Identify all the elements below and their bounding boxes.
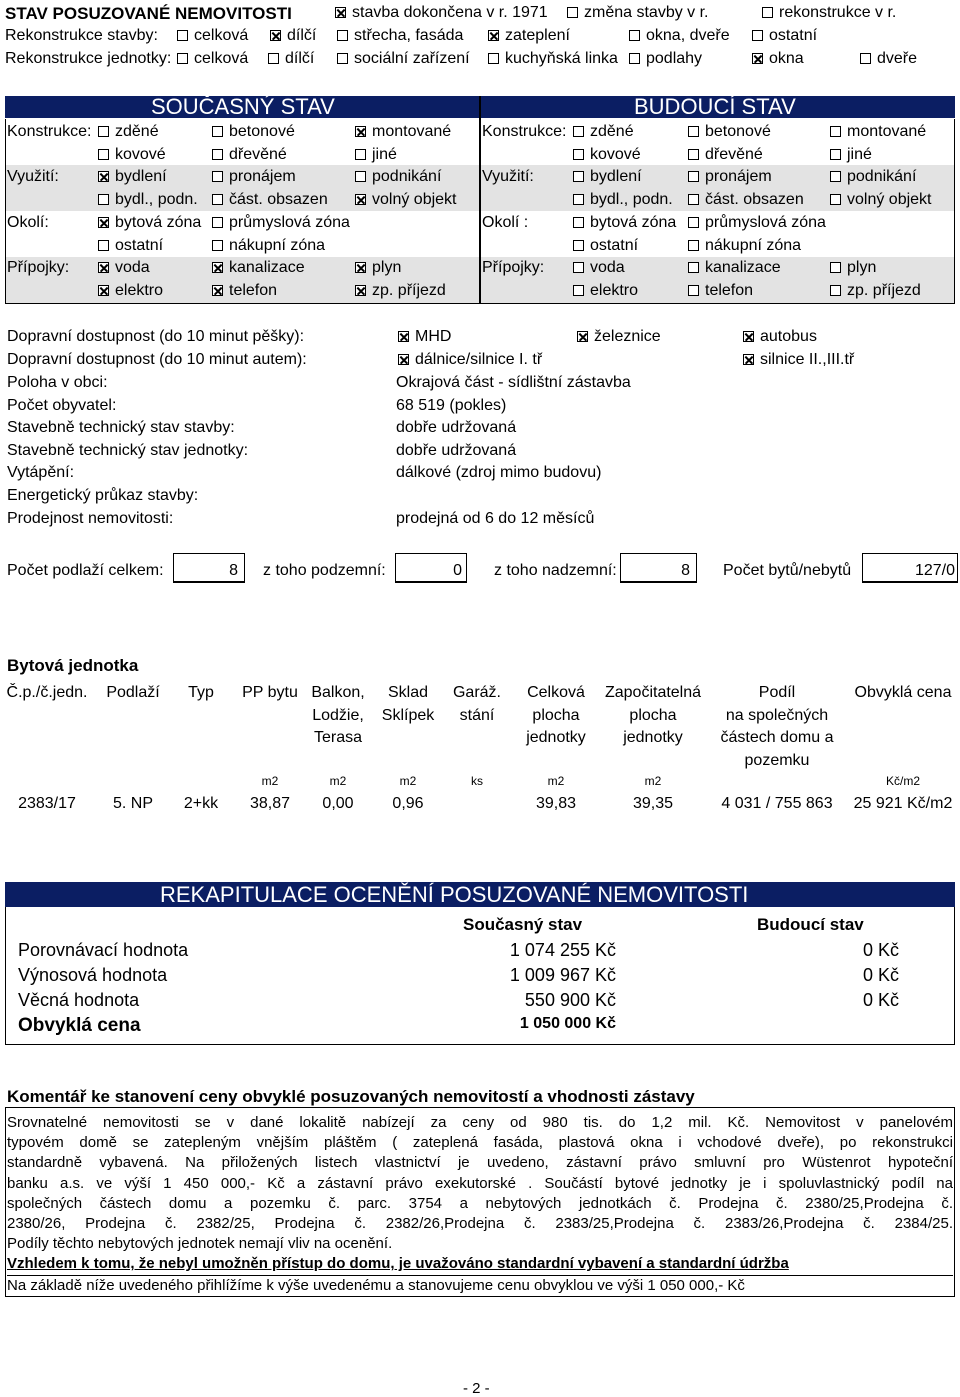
empty-box-icon xyxy=(688,240,699,251)
empty-box-icon xyxy=(98,194,109,205)
future-konstrukce-option: jiné xyxy=(830,147,872,163)
empty-box-icon xyxy=(212,171,223,182)
future-pripojky-option: plyn xyxy=(830,260,876,276)
future-konstrukce-option: zděné xyxy=(573,124,634,140)
empty-box-icon xyxy=(98,149,109,160)
obvykla-label: Obvyklá cena xyxy=(18,1015,141,1036)
column-header: Sklípek xyxy=(381,706,435,724)
column-header: stání xyxy=(459,706,495,724)
checked-box-icon xyxy=(355,126,366,137)
pesky-option: železnice xyxy=(577,329,661,345)
info-label: Stavebně technický stav stavby: xyxy=(7,419,235,437)
rekap-row-label: Výnosová hodnota xyxy=(18,964,168,985)
future-konstrukce-option: betonové xyxy=(688,124,771,140)
empty-box-icon xyxy=(688,126,699,137)
current-okoli-option: nákupní zóna xyxy=(212,238,325,254)
current-vyuziti-option: bydlení xyxy=(98,169,167,185)
rekap-row-label: Porovnávací hodnota xyxy=(18,940,189,960)
future-pripojky-label: Přípojky: xyxy=(482,259,545,276)
empty-box-icon xyxy=(688,285,699,296)
checked-box-icon xyxy=(743,331,754,342)
cell-zapocitatelna: 39,35 xyxy=(632,795,674,812)
empty-box-icon xyxy=(177,30,188,41)
empty-box-icon xyxy=(337,53,348,64)
checked-box-icon xyxy=(98,262,109,273)
cell-balkon: 0,00 xyxy=(322,795,354,812)
cell-celkova: 39,83 xyxy=(535,795,577,812)
checked-box-icon xyxy=(212,262,223,273)
info-label: Prodejnost nemovitosti: xyxy=(7,509,174,527)
empty-box-icon xyxy=(830,194,841,205)
current-konstrukce-option: montované xyxy=(355,124,451,140)
column-header: na společných xyxy=(725,706,829,724)
page-number: - 2 - xyxy=(463,1380,490,1397)
komentar-line: společných částech domu a pozemku č. parc. 3754 a nebytových jednotkách č. Prodejna č. 2380/25,Prodejna č. xyxy=(7,1194,953,1212)
future-okoli-option: průmyslová zóna xyxy=(688,215,826,231)
komentar-line: standardně vybavená. Na přiložených listech vlastnictví je uvedeno, zástavní právo smluvní pro Wüstenrot hypoteční xyxy=(7,1154,953,1172)
checked-box-icon xyxy=(98,171,109,182)
current-okoli-option: ostatní xyxy=(98,238,163,254)
column-header: Garáž. xyxy=(452,684,501,701)
info-value: dobře udržovaná xyxy=(396,419,517,437)
autem-option: dálnice/silnice I. tř xyxy=(398,352,542,368)
future-konstrukce-option: montované xyxy=(830,124,926,140)
current-vyuziti-option: část. obsazen xyxy=(212,192,328,208)
cell-pp: 38,87 xyxy=(249,795,291,812)
column-header: Započitatelná xyxy=(604,684,702,701)
future-vyuziti-option: bydl., podn. xyxy=(573,192,673,208)
nadzemni-label: z toho nadzemní: xyxy=(494,562,617,579)
empty-box-icon xyxy=(830,171,841,182)
komentar-final-line: Na základě níže uvedeného přihlížíme k výše uvedenému a stanovujeme cenu obvyklou ve výši 1 050 000,- Kč xyxy=(7,1275,953,1296)
unit-label: m2 xyxy=(329,774,347,788)
empty-box-icon xyxy=(573,262,584,273)
column-header: pozemku xyxy=(744,751,810,769)
empty-box-icon xyxy=(573,194,584,205)
current-vyuziti-option: volný objekt xyxy=(355,192,457,208)
rekap-row-label: Věcná hodnota xyxy=(18,989,140,1010)
rekap-row-current: 1 009 967 Kč xyxy=(509,964,616,985)
autem-option: silnice II.,III.tř xyxy=(743,352,854,368)
empty-box-icon xyxy=(212,240,223,251)
obvykla-value: 1 050 000 Kč xyxy=(519,1015,616,1032)
rekap-title: REKAPITULACE OCENĚNÍ POSUZOVANÉ NEMOVITOSTI xyxy=(160,882,749,907)
future-vyuziti-option: volný objekt xyxy=(830,192,932,208)
checked-box-icon xyxy=(212,285,223,296)
empty-box-icon xyxy=(268,53,279,64)
info-label: Stavebně technický stav jednotky: xyxy=(7,441,249,459)
unit-label: m2 xyxy=(399,774,417,788)
empty-box-icon xyxy=(488,53,499,64)
rek-stavby-option: dílčí xyxy=(270,28,316,44)
current-vyuziti-option: pronájem xyxy=(212,169,296,185)
column-header: jednotky xyxy=(623,729,683,746)
byty-label: Počet bytů/nebytů xyxy=(723,562,852,579)
rek-stavby-option: zateplení xyxy=(488,28,570,44)
info-label: Počet obyvatel: xyxy=(7,396,117,414)
checked-box-icon xyxy=(98,217,109,228)
empty-box-icon xyxy=(573,149,584,160)
podzemni-label: z toho podzemní: xyxy=(263,562,386,579)
current-vyuziti-option: bydl., podn. xyxy=(98,192,198,208)
cell-typ: 2+kk xyxy=(183,795,219,812)
komentar-underline-line: Vzhledem k tomu, že nebyl umožněn přístup do domu, je uvažováno standardní vybavení a standardní údržba xyxy=(7,1255,789,1273)
rek-jednotky-option: celková xyxy=(177,51,248,67)
future-vyuziti-option: pronájem xyxy=(688,169,772,185)
rek-stavby-option: ostatní xyxy=(752,28,817,44)
empty-box-icon xyxy=(830,126,841,137)
unit-label: m2 xyxy=(261,774,279,788)
future-vyuziti-option: část. obsazen xyxy=(688,192,804,208)
unit-label: m2 xyxy=(547,774,565,788)
empty-box-icon xyxy=(688,194,699,205)
info-label: Energetický průkaz stavby: xyxy=(7,487,199,504)
autem-label: Dopravní dostupnost (do 10 minut autem): xyxy=(7,351,307,368)
cell-obvykla: 25 921 Kč/m2 xyxy=(853,795,953,812)
empty-box-icon xyxy=(573,240,584,251)
empty-box-icon xyxy=(830,285,841,296)
checked-box-icon xyxy=(355,285,366,296)
empty-box-icon xyxy=(212,217,223,228)
pesky-option: MHD xyxy=(398,329,451,345)
current-vyuziti-option: podnikání xyxy=(355,169,441,185)
rek-jednotky-option: sociální zařízení xyxy=(337,51,470,67)
checked-box-icon xyxy=(270,30,281,41)
column-header: plocha xyxy=(532,706,580,724)
info-label: Poloha v obci: xyxy=(7,374,108,391)
column-header: Podlaží xyxy=(106,684,160,701)
column-header: Podíl xyxy=(758,684,796,701)
rekap-row-future: 0 Kč xyxy=(862,989,899,1010)
current-pripojky-label: Přípojky: xyxy=(7,259,70,276)
future-konstrukce-option: dřevěné xyxy=(688,147,763,163)
empty-box-icon xyxy=(355,149,366,160)
current-vyuziti-label: Využití: xyxy=(7,168,59,185)
cell-cp: 2383/17 xyxy=(18,795,76,812)
rekap-bar xyxy=(5,882,955,907)
cell-podil: 4 031 / 755 863 xyxy=(721,795,833,812)
column-header: Č.p./č.jedn. xyxy=(6,684,88,701)
info-label: Vytápění: xyxy=(7,464,75,482)
komentar-line: typovém domě se zatepleným vnějším pláštěm ( zateplená fasáda, plastová okna i vchodové dveře), po rekonstrukci xyxy=(7,1134,953,1152)
rek-jednotky-option: podlahy xyxy=(629,51,702,67)
checked-box-icon xyxy=(577,331,588,342)
empty-box-icon xyxy=(573,171,584,182)
future-okoli-option: nákupní zóna xyxy=(688,238,801,254)
empty-box-icon xyxy=(212,126,223,137)
empty-box-icon xyxy=(762,7,773,18)
nadzemni-value: 8 xyxy=(681,562,690,579)
cell-podlazi: 5. NP xyxy=(112,795,153,812)
empty-box-icon xyxy=(573,126,584,137)
check-zmena-stavby: změna stavby v r. xyxy=(567,5,709,21)
rekap-row-future: 0 Kč xyxy=(862,964,899,985)
unit-label: Kč/m2 xyxy=(885,774,920,788)
rek-jednotky-option: okna xyxy=(752,51,804,67)
future-vyuziti-option: bydlení xyxy=(573,169,642,185)
rekap-row-current: 550 900 Kč xyxy=(524,989,616,1010)
rek-jednotky-label: Rekonstrukce jednotky: xyxy=(5,50,172,67)
empty-box-icon xyxy=(688,171,699,182)
rek-stavby-option: střecha, fasáda xyxy=(337,28,463,44)
empty-box-icon xyxy=(212,194,223,205)
info-value: prodejná od 6 do 12 měsíců xyxy=(396,509,595,527)
empty-box-icon xyxy=(573,217,584,228)
column-header: Obvyklá cena xyxy=(854,684,952,701)
page-title: STAV POSUZOVANÉ NEMOVITOSTI xyxy=(5,4,292,23)
current-pripojky-option: telefon xyxy=(212,283,277,299)
current-pripojky-option: plyn xyxy=(355,260,401,276)
future-vyuziti-option: podnikání xyxy=(830,169,916,185)
checked-box-icon xyxy=(355,262,366,273)
future-pripojky-option: elektro xyxy=(573,283,638,299)
col-future: Budoucí stav xyxy=(757,915,864,934)
current-pripojky-option: elektro xyxy=(98,283,163,299)
column-header: Celková xyxy=(527,684,585,701)
future-pripojky-option: voda xyxy=(573,260,625,276)
empty-box-icon xyxy=(98,240,109,251)
info-value: dobře udržovaná xyxy=(396,441,517,459)
column-header: Lodžie, xyxy=(312,706,364,724)
current-konstrukce-option: jiné xyxy=(355,147,397,163)
column-header: Sklad xyxy=(387,684,429,701)
future-vyuziti-label: Využití: xyxy=(482,168,534,185)
cell-sklad: 0,96 xyxy=(392,795,424,812)
future-okoli-label: Okolí : xyxy=(482,214,529,231)
komentar-body xyxy=(7,1113,953,1296)
checked-box-icon xyxy=(488,30,499,41)
current-pripojky-option: voda xyxy=(98,260,150,276)
column-header: Typ xyxy=(188,684,214,701)
checked-box-icon xyxy=(743,354,754,365)
pesky-label: Dopravní dostupnost (do 10 minut pěšky): xyxy=(7,328,305,345)
checked-box-icon xyxy=(398,331,409,342)
current-konstrukce-label: Konstrukce: xyxy=(7,123,92,140)
komentar-line: Podíly těchto nebytových jednotek nemají vliv na ocenění. xyxy=(7,1235,393,1253)
column-header: částech domu a xyxy=(720,729,834,746)
empty-box-icon xyxy=(573,285,584,296)
info-value: 68 519 (pokles) xyxy=(396,396,507,414)
current-okoli-option: průmyslová zóna xyxy=(212,215,350,231)
unit-label: m2 xyxy=(644,774,662,788)
column-header: Balkon, xyxy=(311,684,365,701)
current-pripojky-option: zp. příjezd xyxy=(355,283,446,299)
podlazi-celkem-label: Počet podlaží celkem: xyxy=(7,562,164,579)
rek-jednotky-option: dílčí xyxy=(268,51,314,67)
current-konstrukce-option: dřevěné xyxy=(212,147,287,163)
jednotka-title: Bytová jednotka xyxy=(7,656,139,675)
rek-stavby-option: celková xyxy=(177,28,248,44)
stav-divider xyxy=(479,96,481,304)
empty-box-icon xyxy=(830,149,841,160)
future-pripojky-option: zp. příjezd xyxy=(830,283,921,299)
current-konstrukce-option: betonové xyxy=(212,124,295,140)
current-okoli-option: bytová zóna xyxy=(98,215,201,231)
future-pripojky-option: telefon xyxy=(688,283,753,299)
future-konstrukce-option: kovové xyxy=(573,147,641,163)
future-okoli-option: ostatní xyxy=(573,238,638,254)
current-state-title: SOUČASNÝ STAV xyxy=(151,94,335,119)
empty-box-icon xyxy=(860,53,871,64)
column-header: plocha xyxy=(629,706,677,724)
column-header: jednotky xyxy=(526,729,586,746)
check-rekonstrukce: rekonstrukce v r. xyxy=(762,5,896,21)
current-pripojky-option: kanalizace xyxy=(212,260,305,276)
column-header: Terasa xyxy=(313,729,363,746)
checked-box-icon xyxy=(335,7,346,18)
komentar-title: Komentář ke stanovení ceny obvyklé posuzovaných nemovitostí a vhodnosti zástavy xyxy=(7,1087,695,1106)
checked-box-icon xyxy=(398,354,409,365)
future-okoli-option: bytová zóna xyxy=(573,215,676,231)
rekap-row-future: 0 Kč xyxy=(862,940,899,960)
rek-stavby-option: okna, dveře xyxy=(629,28,730,44)
col-current: Současný stav xyxy=(463,915,583,934)
unit-label: ks xyxy=(471,774,483,788)
byty-value: 127/0 xyxy=(914,562,955,579)
future-konstrukce-label: Konstrukce: xyxy=(482,123,567,140)
empty-box-icon xyxy=(688,262,699,273)
rek-jednotky-option: kuchyňská linka xyxy=(488,51,618,67)
empty-box-icon xyxy=(212,149,223,160)
empty-box-icon xyxy=(688,217,699,228)
empty-box-icon xyxy=(629,30,640,41)
empty-box-icon xyxy=(567,7,578,18)
current-konstrukce-option: kovové xyxy=(98,147,166,163)
checked-box-icon xyxy=(98,285,109,296)
empty-box-icon xyxy=(355,171,366,182)
podlazi-celkem-value: 8 xyxy=(229,562,238,579)
podzemni-value: 0 xyxy=(453,562,462,579)
checked-box-icon xyxy=(752,53,763,64)
empty-box-icon xyxy=(688,149,699,160)
komentar-line: banku a.s. ve výší 1 450 000,- Kč a zástavní právo exekutorské . Součástí bytové jednotky je i spoluvlastnický podíl na xyxy=(7,1174,953,1192)
checked-box-icon xyxy=(355,194,366,205)
column-header: PP bytu xyxy=(242,684,298,701)
empty-box-icon xyxy=(177,53,188,64)
current-okoli-label: Okolí: xyxy=(7,214,49,231)
empty-box-icon xyxy=(752,30,763,41)
empty-box-icon xyxy=(830,262,841,273)
rek-jednotky-option: dveře xyxy=(860,51,917,67)
check-stavba-dokoncena: stavba dokončena v r. 1971 xyxy=(335,5,548,21)
rek-stavby-label: Rekonstrukce stavby: xyxy=(5,27,158,44)
empty-box-icon xyxy=(337,30,348,41)
info-value: Okrajová část - sídlištní zástavba xyxy=(396,374,631,391)
empty-box-icon xyxy=(629,53,640,64)
pesky-option: autobus xyxy=(743,329,817,345)
future-pripojky-option: kanalizace xyxy=(688,260,781,276)
current-konstrukce-option: zděné xyxy=(98,124,159,140)
empty-box-icon xyxy=(98,126,109,137)
rekap-row-current: 1 074 255 Kč xyxy=(509,940,616,960)
future-state-title: BUDOUCÍ STAV xyxy=(634,94,796,119)
komentar-line: 2380/26, Prodejna č. 2382/25, Prodejna č. 2382/26,Prodejna č. 2383/25,Prodejna č. 2383/26,Prodejna č. 2384/25. xyxy=(7,1215,953,1233)
info-value: dálkové (zdroj mimo budovu) xyxy=(396,464,602,482)
komentar-line: Srovnatelné nemovitosti se v dané lokalitě nabízejí za ceny od 980 tis. do 1,2 mil. Kč. Nemovitost v panelovém xyxy=(7,1114,953,1131)
